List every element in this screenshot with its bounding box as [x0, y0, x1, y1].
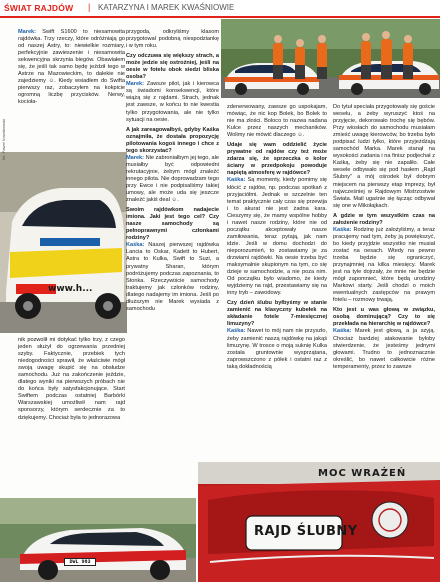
speaker-label: Kaśka: [333, 226, 352, 233]
header-separator: | [88, 2, 91, 12]
speaker-label: Kaśka: [227, 328, 246, 335]
article-paragraph: Do tytuł speciała przygotowały się goście weselu, a żeby wyruszyć ktoś na przyjęcie, dekorowało trochę się bębów. Przy wiosłach do samochodu musiałam zmieść uwagę kierowców, bo trzeba było podpisać ludzi tylko, które przyjeżdżają samochód Marka. Marek stanął na wysokości zadania i na finisz podjechał z Kaśką, żeby się nie zapaliło. Całe wesele odbywało się pod hasłem „Rajd Ślubny" a mój ośrodek był dobrym miejscem na pierwszy etap imprezy, był najwcześniej w Rajdowym Mistrzostwie Świata. Mail ugaśnie się łącząc odbywał się one w Mikołajkach. [333, 104, 435, 209]
swift-car-svg [0, 152, 127, 333]
swift-car-photo [0, 152, 127, 333]
article-paragraph: Swift S1600 to niesamowita rajdówka. Trzy rzeczy, które odróżniają go od naszej Astry, to: niewielkie rozmiary, perfekcyjnie zawieszenie i niesamowita sekwencyjna skrzynia biegów. Obawiałem się, że jeśli tak samo będę jeździł tego w Astrze na Mazowieckim, to dalekie nie zajedziemy ☺. Kiedy wsiadłem do Swifta pierwszy raz, zobaczyłem na kokpicie ogromną liczbę przycisków. Nerwy, kocioła- [18, 29, 125, 106]
interview-answer: Są momenty, kiedy pomimy się kłócić z rajdów, np. podczas spotkań z przyjaciółmi. Jednak w szczelnie ten temat praktycznie cały czas się przewija i to akurat nie jest żadna kara. Cieszymy się, że mamy wspólne hobby i nawet nasze rodziny, które nie od początku akceptowały nasze zamiłowania, teraz pytają, jak nam idzie. Jeśli w domu dochodzi do nieporozumień, to zostawiamy je za drzwiami rajdówki. Na oesie trzeba być maksymalnie skupionym na tym, co się dzieje w samochodzie, a nie poza nim. Od początku było wiadomo, że kiedy wyjdziemy na rajd, przestawiamy się na inny tryb – zawodowy. [227, 177, 327, 297]
interview-answer: Naszej pierwszej rajdówka Lancia to Oskar, Kadett to Hubert, Astra to Kulka, Swift to Suzi, a prywatny Sharan, którym podróżujemy podczas zapoznania, to Stonka. Rzeczywiście samochody traktujemy jak członków rodziny, dlatego nadajemy im imiona. Jeśli po dłuższym nie Marek wysiada z samochodu [126, 242, 219, 312]
license-plate: DWL 983 [64, 558, 96, 566]
interview-question: Kto jest u was głową w związku, osobą dominującą? Czy to się przekłada na hierarchię w rajdówce? [333, 307, 435, 328]
team-photo [221, 19, 440, 98]
page-header [0, 0, 440, 18]
interview-answer: Nawet to mój nam nie przyszło, żeby zamienić naszą rajdówkę na jakąś limuzynę. W trosce o moją suknię Kulka została gruntownie wysprzątana, zaprowszczono z półek i ostatni raz z taką dokładnością [227, 328, 327, 370]
article-paragraph: nik pozwolił mi dotykać tylko trzy, z czego jeden służył do ogrzewania przedniej szyby. Faktycznie, przebiek tych niedogodności sprawił, że właściwie mógł swoją uwagę skupić się na obsłudze samochodu. Już na zakończenie jeździe, dlatego wyniki na pierwszych próbach nie do końca były satysfakcjonujące. Start Swiftem podczas ostatniej Barbórki Warszawskiej umożliwił nam rajd sponsorzy, którym serdecznie za to dziękujemy. Chociaż była to jednorazowa [18, 337, 125, 421]
speaker-label: Kaśka: [227, 177, 246, 184]
speaker-label: Marek: [126, 81, 145, 88]
photo-credit: fot. Paweł Nowakowski [1, 119, 6, 160]
column-1-bottom [18, 337, 125, 497]
authors-line: KATARZYNA I MAREK KWAŚNIOWIE [98, 3, 235, 12]
column-4 [333, 104, 435, 460]
column-2 [124, 29, 219, 461]
interview-question: Swoim rajdówkom nadajecie imiona. Jaki jest tego cel? Czy nasze samochody są pełnoprawnymi członkami rodziny? [126, 207, 219, 242]
car-sponsor-text: www.h... [48, 284, 93, 294]
speaker-label: Marek: [18, 29, 37, 35]
speaker-label: Kaśka: [126, 242, 145, 249]
column-1-top [18, 29, 125, 151]
rally-car-photo [0, 498, 196, 582]
interview-question: A jak zareagowałbyś, gdyby Kaśka oznajmiła, że dostała propozycję pilotowania kogoś innego i chce z tego skorzystać? [126, 126, 219, 154]
interview-question: Czy odczuwa się większy strach, a może jedzie się ostrożniej, jeśli na oesie w fotelu obok siedzi bliska osoba? [126, 53, 219, 81]
speaker-label: Marek: [126, 154, 145, 161]
interview-answer: Zawsze pilot, jak i kierowca są świadomi konsekwencji, które wiążą się z rajdami. Strach, jednak jest zawsze, w końcu to nie kwestia tylko przygotowania, ale nie tylko sytuacji na oesie. [126, 81, 219, 123]
sponsor-banner: MOC WRAŻEŃ [318, 468, 407, 479]
section-title: ŚWIAT RAJDÓW [4, 3, 74, 13]
interview-answer: Marek jest głową, a ja szyją. Chociaż bardziej atakowanie byłoby stwierdzenie, że jesteśmy jednymi głowami. Trudno to jednoznacznie określić, bo nawet całkowicie różne temperamenty, przez to zawsze [333, 328, 435, 370]
article-paragraph: przygoda, odkryliśmy klasom przygotował podobną niespodziankę i w tym roku. [126, 29, 219, 50]
interview-question: A gdzie w tym wszystkim czas na założenie rodziny? [333, 212, 435, 226]
interview-answer: Rodzinę już założyliśmy, a teraz pracujemy nad tym, żeby ją powiększyć, bo kiedy przyjdzie wszystko nie musiał zostać na oesach. Wtedy na pewno trzeba będzie się ograniczyć, przynajmniej na kilka miesięcy. Marek jest na tyle dojrzały, że mnie nie będzie mógł zapomnieć, które będą urodziny Markowi starty. Jeśli chodzi o moich ewentualnych zastępców na prawym fotelu – rozmowy trwają. [333, 226, 435, 304]
article-paragraph: zdenerwowany, zawsze go uspokajam, mówiąc, że nic kop Bolek, bo Bolek to nie ma złości. Boloco to nazwa nadana Kulce przez naszych mechaników. Wolimy nie mówić dlaczego ☺. [227, 104, 327, 139]
interview-question: Czy dzień ślubu byłbyśmy w stanie zamienić na klasyczny kubełek na składanie fotele 7-miesięcznej limuzyny? [227, 300, 327, 328]
interview-question: Udaje się wam oddzielić życie prywatne od rajdów czy też może zdarza się, że sprzeczka o kolor ściany w przedpokoju powoduje napiętą atmosferę w rajdówce? [227, 142, 327, 177]
wedding-car-photo [198, 462, 440, 582]
column-3 [227, 104, 327, 460]
wedding-rally-title: RAJD ŚLUBNY [254, 524, 358, 539]
team-photo-svg [221, 19, 440, 98]
interview-answer: Nie zabroniałbym jej tego, ale musiałby być odpowiedni rekrutacyjnie, żebym mógł znaleźć innego pilota. Nie doprowadzam tego przy Ewce i nie podpisaliśmy takiej umowy, ale może uda się jeszcze znaleźć jakiś deal ☺. [126, 154, 219, 204]
rally-car-svg [0, 498, 196, 582]
wedding-car-svg [198, 462, 440, 582]
speaker-label: Kaśka: [333, 328, 352, 335]
